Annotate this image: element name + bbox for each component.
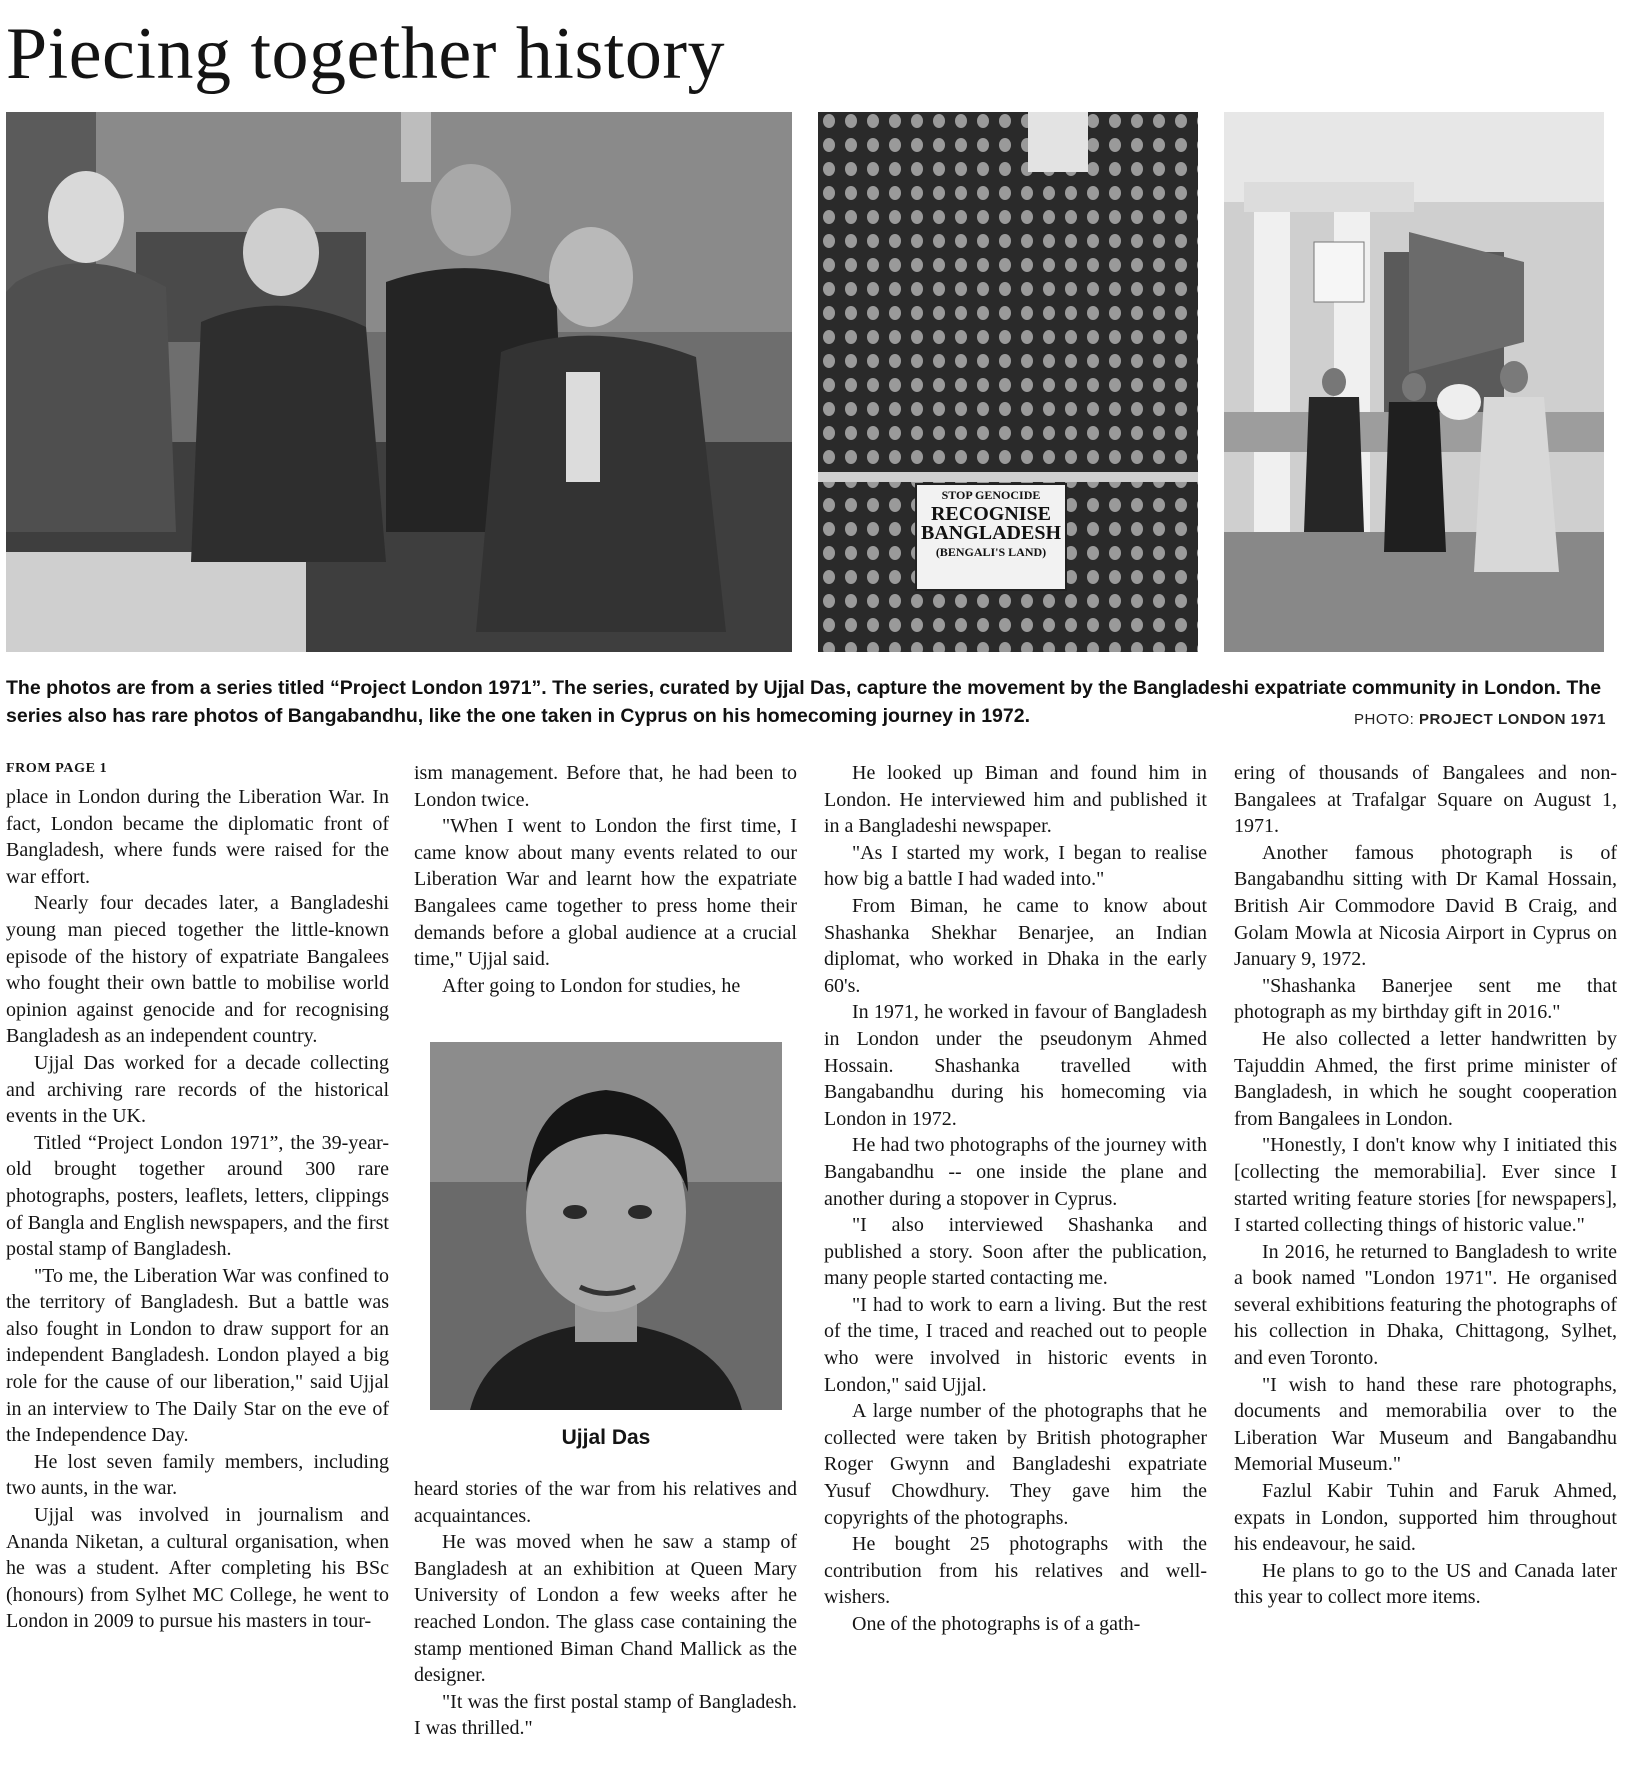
banner-line-3: BANGLADESH bbox=[920, 522, 1062, 544]
paragraph: Ujjal Das worked for a decade collecting and archiving rare records of the historical events in the UK. bbox=[6, 1051, 389, 1128]
portrait-label: Ujjal Das bbox=[561, 1426, 651, 1449]
paragraph: "Honestly, I don't know why I initiated this [collecting the memorabilia]. Ever since I started writing feature stories [for newspapers], I started collecting things of historic value." bbox=[1234, 1134, 1617, 1237]
paragraph: Nearly four decades later, a Bangladeshi young man pieced together the little-known episode of the history of expatriate Bangalees who fought their own battle to mobilise world opinion against genocide and for recognising Bangladesh as an independent country. bbox=[6, 892, 389, 1048]
photo-credit-source: PROJECT LONDON 1971 bbox=[1418, 711, 1606, 728]
paragraph: "As I started my work, I began to realise how big a battle I had waded into." bbox=[824, 841, 1207, 891]
paragraph: Fazlul Kabir Tuhin and Faruk Ahmed, expats in London, supported him throughout his endeavour, he said. bbox=[1234, 1480, 1617, 1556]
paragraph: In 2016, he returned to Bangladesh to write a book named "London 1971". He organised several exhibitions featuring the photographs of his collection in Dhaka, Chittagong, Sylhet, and even Toronto. bbox=[1234, 1240, 1617, 1370]
paragraph: One of the photographs is of a gath- bbox=[852, 1613, 1141, 1635]
paragraph: Ujjal was involved in journalism and Ananda Niketan, a cultural organisation, when he was a student. After completing his BSc (honours) from Sylhet MC College, he went to London in 2009 to pursue his masters in tour- bbox=[6, 1504, 389, 1633]
paragraph: ering of thousands of Bangalees and non-Bangalees at Trafalgar Square on August 1, 1971. bbox=[1234, 762, 1617, 838]
photo-credit bbox=[1354, 711, 1606, 728]
paragraph: After going to London for studies, he bbox=[442, 974, 741, 997]
paragraph: From Biman, he came to know about Shashanka Shekhar Benarjee, an Indian diplomat, who worked in Dhaka in the early 60's. bbox=[824, 894, 1207, 997]
paragraph: "To me, the Liberation War was confined to the territory of Bangladesh. But a battle was also fought in London to draw support for an independent Bangladesh. London played a big role for the cause of our liberation," said Ujjal in an interview to The Daily Star on the eve of the Independence Day. bbox=[6, 1264, 389, 1447]
banner-line-2: RECOGNISE bbox=[930, 503, 1052, 525]
paragraph: "When I went to London the first time, I came know about many events related to our Liberation War and learnt how the expatriate Bangalees came together to press home their demands before a global audience at a crucial time," Ujjal said. bbox=[414, 815, 797, 971]
article-column-3 bbox=[824, 760, 1207, 1638]
paragraph: "It was the first postal stamp of Bangladesh. I was thrilled." bbox=[414, 1690, 797, 1740]
paragraph: ism management. Before that, he had been to London twice. bbox=[414, 762, 797, 811]
banner-line-1: STOP GENOCIDE bbox=[941, 488, 1041, 502]
article-column-2-bottom bbox=[414, 1476, 797, 1742]
paragraph: In 1971, he worked in favour of Bangladesh in London under the pseudonym Ahmed Hossain. Shashanka travelled with Bangabandhu during his homecoming via London in 1972. bbox=[824, 1001, 1207, 1130]
paragraph: "Shashanka Banerjee sent me that photograph as my birthday gift in 2016." bbox=[1234, 974, 1617, 1024]
article-column-4 bbox=[1234, 760, 1617, 1611]
banner-line-4: (BENGALI'S LAND) bbox=[935, 545, 1047, 559]
paragraph: A large number of the photographs that he collected were taken by British photographer Roger Gwynn and Bangladeshi expatriate Yusuf Chowdhury. They gave him the copyrights of the photographs. bbox=[824, 1400, 1207, 1529]
photo-demonstration-flag bbox=[1224, 112, 1604, 652]
paragraph: He had two photographs of the journey with Bangabandhu -- one inside the plane and another during a stopover in Cyprus. bbox=[824, 1134, 1207, 1210]
paragraph: place in London during the Liberation War. In fact, London became the diplomatic front of Bangladesh, where funds were raised for the war effort. bbox=[6, 786, 389, 888]
paragraph: He was moved when he saw a stamp of Bangladesh at an exhibition at Queen Mary University of London a few weeks after he reached London. The glass case containing the stamp mentioned Biman Chand Mallick as the designer. bbox=[414, 1531, 797, 1687]
headline: Piecing together history bbox=[6, 13, 725, 95]
paragraph: He bought 25 photographs with the contribution from his relatives and well-wishers. bbox=[824, 1533, 1207, 1609]
article-column-1 bbox=[6, 760, 389, 1635]
paragraph: Another famous photograph is of Bangabandhu sitting with Dr Kamal Hossain, British Air Commodore David B Craig, and Golam Mowla at Nicosia Airport in Cyprus on January 9, 1972. bbox=[1234, 841, 1617, 971]
paragraph: heard stories of the war from his relatives and acquaintances. bbox=[414, 1478, 797, 1527]
protest-banner-text bbox=[916, 486, 1066, 562]
paragraph: He looked up Biman and found him in London. He interviewed him and published it in a Bangladeshi newspaper. bbox=[824, 762, 1207, 838]
portrait-ujjal-das bbox=[430, 1042, 782, 1410]
paragraph: He also collected a letter handwritten by Tajuddin Ahmed, the first prime minister of Bangladesh, in which he sought cooperation from Bangalees in London. bbox=[1234, 1027, 1617, 1130]
article-column-2-top bbox=[414, 760, 797, 999]
paragraph: Titled “Project London 1971”, the 39-year-old brought together around 300 rare photographs, posters, leaflets, letters, clippings of Bangla and English newspapers, and the first postal stamp of Bangladesh. bbox=[6, 1131, 389, 1261]
photo-caption: The photos are from a series titled “Project London 1971”. The series, curated by Ujjal Das, capture the movement by the Bangladeshi expatriate community in London. The series also has rare photos of Bangabandhu, like the one taken in Cyprus on his homecoming journey in 1972. bbox=[6, 677, 1602, 727]
photo-protest-crowd bbox=[818, 112, 1198, 652]
paragraph: "I also interviewed Shashanka and published a story. Soon after the publication, many people started contacting me. bbox=[824, 1214, 1207, 1290]
photo-credit-prefix: PHOTO: bbox=[1354, 711, 1415, 728]
paragraph: "I had to work to earn a living. But the rest of the time, I traced and reached out to people who were involved in historic events in London," said Ujjal. bbox=[824, 1293, 1207, 1396]
paragraph: He plans to go to the US and Canada later this year to collect more items. bbox=[1234, 1559, 1617, 1609]
paragraph: "I wish to hand these rare photographs, documents and memorabilia over to the Liberation War Museum and Bangabandhu Memorial Museum." bbox=[1234, 1373, 1617, 1476]
photo-bangabandhu-group bbox=[6, 112, 792, 652]
paragraph: He lost seven family members, including two aunts, in the war. bbox=[6, 1450, 389, 1500]
from-page-label: FROM PAGE 1 bbox=[6, 761, 108, 776]
